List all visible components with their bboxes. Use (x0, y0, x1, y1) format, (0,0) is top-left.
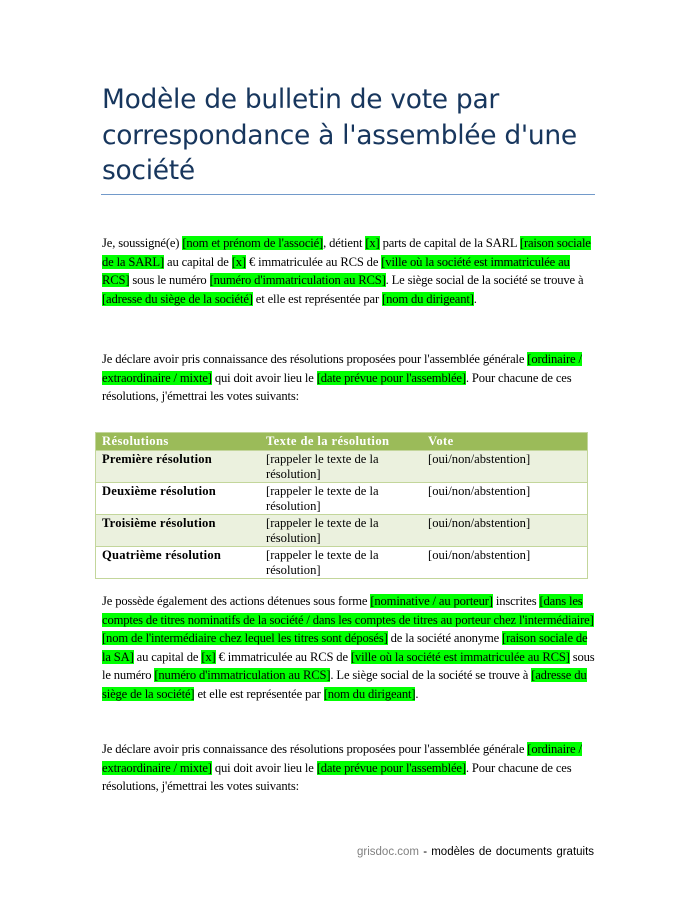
resolution-text: [rappeler le texte de la résolution] (260, 483, 422, 515)
static-text: qui doit avoir lieu le (211, 760, 317, 775)
placeholder-assembly-date: [date prévue pour l'assemblée] (316, 370, 466, 385)
static-text: au capital de (133, 649, 202, 664)
static-text: et elle est représentée par (194, 686, 324, 701)
resolution-name: Troisième résolution (96, 515, 261, 547)
placeholder-assembly-date: [date prévue pour l'assemblée] (316, 760, 466, 775)
title-line: correspondance à l'assemblée d'une (102, 119, 577, 151)
placeholder-share-count: [x] (365, 236, 380, 250)
resolution-name: Quatrième résolution (96, 547, 261, 579)
static-text: Je, soussigné(e) (102, 236, 183, 250)
placeholder-account-type: [dans les comptes de titres nominatifs de la société / dans les comptes de titres au porteur chez l'intermédiaire] (102, 594, 594, 627)
static-text: . Pour chacune de ces résolutions, j'émettrai les votes suivants: (102, 370, 572, 404)
column-header-vote: Vote (422, 433, 588, 451)
placeholder-assembly-type: [ordinaire / extraordinaire / mixte] (102, 742, 582, 775)
static-text: au capital de (164, 254, 232, 269)
static-text: de la société anonyme (387, 631, 503, 646)
resolution-vote: [oui/non/abstention] (422, 483, 588, 515)
title-line: société (102, 155, 195, 186)
placeholder-rcs-city: [ville où la société est immatriculée au RCS] (350, 649, 570, 664)
static-text: . Pour chacune de ces résolutions, j'émettrai les votes suivants: (102, 760, 572, 794)
resolution-vote: [oui/non/abstention] (422, 451, 588, 483)
static-text: et elle est représentée par (252, 291, 383, 306)
static-text: , détient (323, 236, 366, 250)
placeholder-sa-name: [raison sociale de la SA] (102, 631, 588, 664)
table-row (96, 451, 588, 483)
resolution-vote: [oui/non/abstention] (422, 515, 588, 547)
associate-declaration-paragraph (102, 234, 595, 308)
static-text: inscrites (492, 594, 540, 608)
placeholder-associate-name: [nom et prénom de l'associé] (182, 236, 324, 250)
static-text: parts de capital de la SARL (379, 236, 520, 250)
static-text: € immatriculée au RCS de (245, 254, 382, 269)
document-title (102, 82, 602, 189)
placeholder-share-form: [nominative / au porteur] (370, 594, 493, 608)
resolution-vote: [oui/non/abstention] (422, 547, 588, 579)
placeholder-capital-amount: [x] (201, 649, 216, 664)
placeholder-capital-amount: [x] (231, 254, 246, 269)
static-text: . Le siège social de la société se trouve à (385, 273, 584, 288)
resolutions-table (95, 432, 588, 579)
table-row (96, 515, 588, 547)
column-header-resolution-text: Texte de la résolution (260, 433, 422, 451)
placeholder-director-name: [nom du dirigeant] (382, 291, 474, 306)
resolution-name: Première résolution (96, 451, 261, 483)
resolution-text: [rappeler le texte de la résolution] (260, 451, 422, 483)
footer-tagline: - modèles de documents gratuits (419, 846, 595, 858)
static-text: . Le siège social de la société se trouve à (330, 668, 532, 683)
static-text: € immatriculée au RCS de (215, 649, 351, 664)
resolution-text: [rappeler le texte de la résolution] (260, 547, 422, 579)
table-row (96, 547, 588, 579)
static-text: Je possède également des actions détenues sous forme (102, 594, 371, 608)
placeholder-assembly-type: [ordinaire / extraordinaire / mixte] (102, 352, 582, 385)
table-row (96, 483, 588, 515)
placeholder-rcs-number: [numéro d'immatriculation au RCS] (209, 273, 386, 288)
resolution-name: Deuxième résolution (96, 483, 261, 515)
static-text: sous le numéro (129, 273, 210, 288)
title-line: Modèle de bulletin de vote par (102, 84, 499, 115)
static-text: Je déclare avoir pris connaissance des résolutions proposées pour l'assemblée générale (102, 352, 528, 366)
resolution-text: [rappeler le texte de la résolution] (260, 515, 422, 547)
placeholder-head-office-address: [adresse du siège de la société] (102, 668, 587, 701)
resolutions-acknowledgement-paragraph-2 (102, 740, 595, 796)
static-text: Je déclare avoir pris connaissance des résolutions proposées pour l'assemblée générale (102, 742, 528, 756)
table-header-row (96, 433, 588, 451)
placeholder-rcs-number: [numéro d'immatriculation au RCS] (154, 668, 331, 683)
column-header-resolutions: Résolutions (96, 433, 261, 451)
placeholder-director-name: [nom du dirigeant] (323, 686, 416, 701)
placeholder-rcs-city: [ville où la société est immatriculée au RCS] (102, 254, 570, 288)
title-underline-divider (101, 194, 595, 195)
shareholder-declaration-paragraph (102, 592, 595, 704)
static-text: sous le numéro (102, 649, 595, 683)
resolutions-acknowledgement-paragraph (102, 350, 595, 406)
placeholder-intermediary-name: [nom de l'intermédiaire chez lequel les titres sont déposés] (102, 631, 388, 646)
static-text: qui doit avoir lieu le (211, 370, 317, 385)
static-text: . (473, 291, 477, 306)
footer-site-link[interactable]: grisdoc.com (357, 846, 419, 858)
static-text: . (415, 686, 419, 701)
page-footer (357, 846, 594, 858)
placeholder-head-office-address: [adresse du siège de la société] (102, 291, 253, 306)
placeholder-sarl-name: [raison sociale de la SARL] (102, 236, 591, 269)
